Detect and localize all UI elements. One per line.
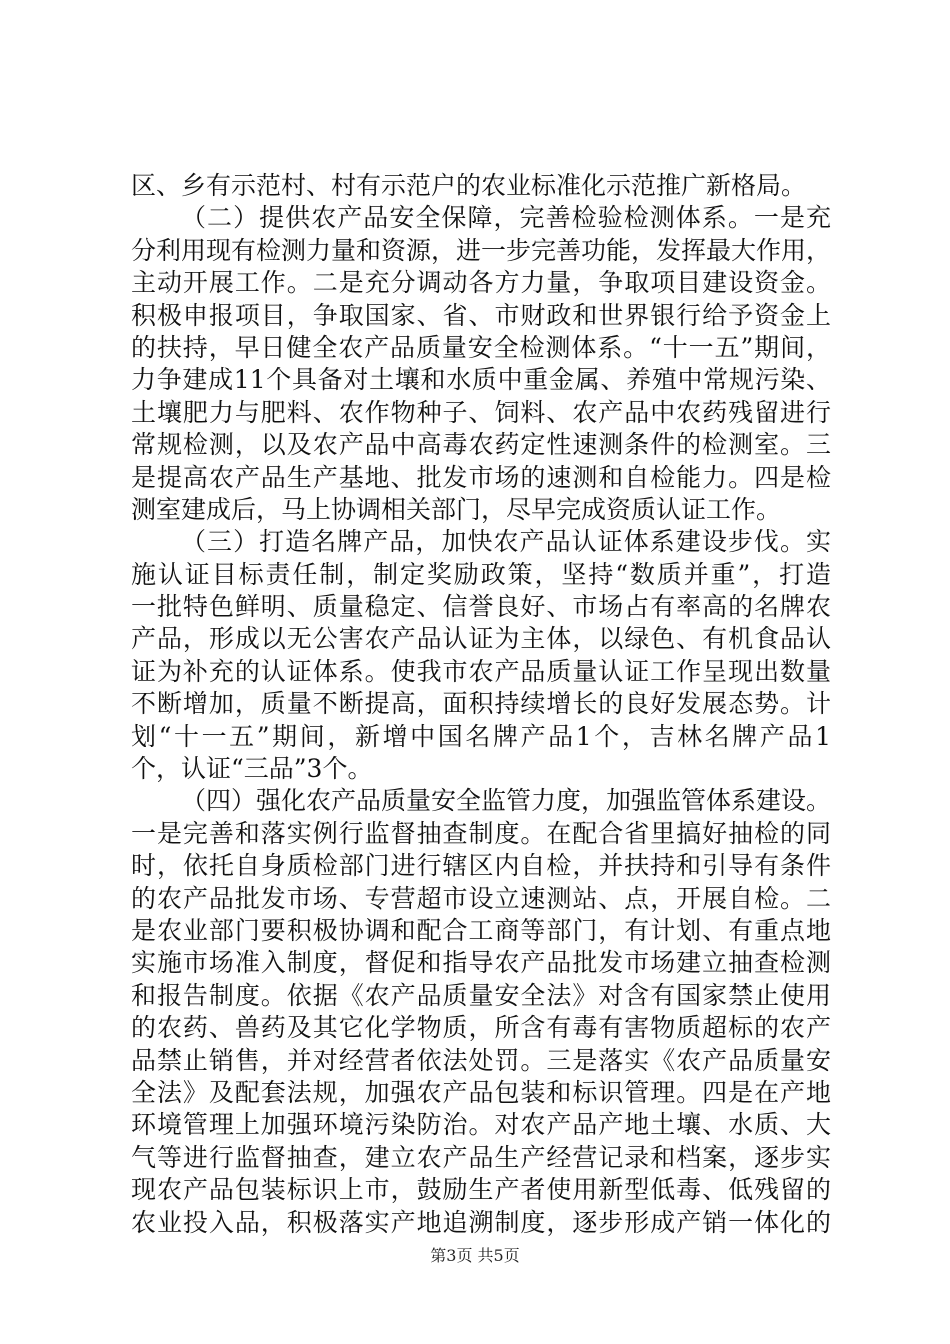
text-line: 的农药、兽药及其它化学物质，所含有毒有害物质超标的农产 xyxy=(131,1013,831,1043)
text-line: 划“十一五”期间，新增中国名牌产品1个，吉林名牌产品1 xyxy=(131,721,831,751)
text-line: 农业投入品，积极落实产地追溯制度，逐步形成产销一体化的 xyxy=(131,1207,831,1237)
text-line: 时，依托自身质检部门进行辖区内自检，并扶持和引导有条件 xyxy=(131,851,831,881)
text-line: 证为补充的认证体系。使我市农产品质量认证工作呈现出数量 xyxy=(131,656,831,686)
text-line: 力争建成11个具备对土壤和水质中重金属、养殖中常规污染、 xyxy=(131,365,831,395)
text-line: 土壤肥力与肥料、农作物种子、饲料、农产品中农药残留进行 xyxy=(131,397,831,427)
text-line: 区、乡有示范村、村有示范户的农业标准化示范推广新格局。 xyxy=(131,171,807,200)
text-line: 一批特色鲜明、质量稳定、信誉良好、市场占有率高的名牌农 xyxy=(131,592,831,622)
text-line: 常规检测，以及农产品中高毒农药定性速测条件的检测室。三 xyxy=(131,430,831,460)
text-line: 气等进行监督抽查，建立农产品生产经营记录和档案，逐步实 xyxy=(131,1142,831,1172)
text-line: 个，认证“三品”3个。 xyxy=(131,754,373,784)
text-line: 积极申报项目，争取国家、省、市财政和世界银行给予资金上 xyxy=(131,300,831,330)
text-line: 实施市场准入制度，督促和指导农产品批发市场建立抽查检测 xyxy=(131,948,831,978)
text-line: 测室建成后，马上协调相关部门，尽早完成资质认证工作。 xyxy=(131,494,782,524)
text-line: 品禁止销售，并对经营者依法处罚。三是落实《农产品质量安 xyxy=(131,1045,831,1075)
text-line: （二）提供农产品安全保障，完善检验检测体系。一是充 xyxy=(181,203,831,233)
text-line: 主动开展工作。二是充分调动各方力量，争取项目建设资金。 xyxy=(131,268,831,298)
text-line: （三）打造名牌产品，加快农产品认证体系建设步伐。实 xyxy=(181,527,831,557)
text-line: 施认证目标责任制，制定奖励政策，坚持“数质并重”，打造 xyxy=(131,559,831,589)
text-line: 和报告制度。依据《农产品质量安全法》对含有国家禁止使用 xyxy=(131,980,831,1010)
page-number-footer: 第3页 共5页 xyxy=(430,1246,520,1265)
text-line: 是农业部门要积极协调和配合工商等部门，有计划、有重点地 xyxy=(131,915,831,945)
text-line: 全法》及配套法规，加强农产品包装和标识管理。四是在产地 xyxy=(131,1077,831,1107)
text-line: 不断增加，质量不断提高，面积持续增长的良好发展态势。计 xyxy=(131,689,831,719)
text-line: （四）强化农产品质量安全监管力度，加强监管体系建设。 xyxy=(181,786,832,816)
text-line: 的农产品批发市场、专营超市设立速测站、点，开展自检。二 xyxy=(131,883,831,913)
text-line: 是提高农产品生产基地、批发市场的速测和自检能力。四是检 xyxy=(131,462,831,492)
document-body xyxy=(131,170,831,1239)
text-line: 的扶持，早日健全农产品质量安全检测体系。“十一五”期间， xyxy=(131,332,831,362)
text-line: 现农产品包装标识上市，鼓励生产者使用新型低毒、低残留的 xyxy=(131,1175,831,1205)
text-line: 产品，形成以无公害农产品认证为主体，以绿色、有机食品认 xyxy=(131,624,831,654)
text-line: 分利用现有检测力量和资源，进一步完善功能，发挥最大作用， xyxy=(131,235,832,265)
text-line: 一是完善和落实例行监督抽查制度。在配合省里搞好抽检的同 xyxy=(131,818,831,848)
text-line: 环境管理上加强环境污染防治。对农产品产地土壤、水质、大 xyxy=(131,1110,831,1140)
